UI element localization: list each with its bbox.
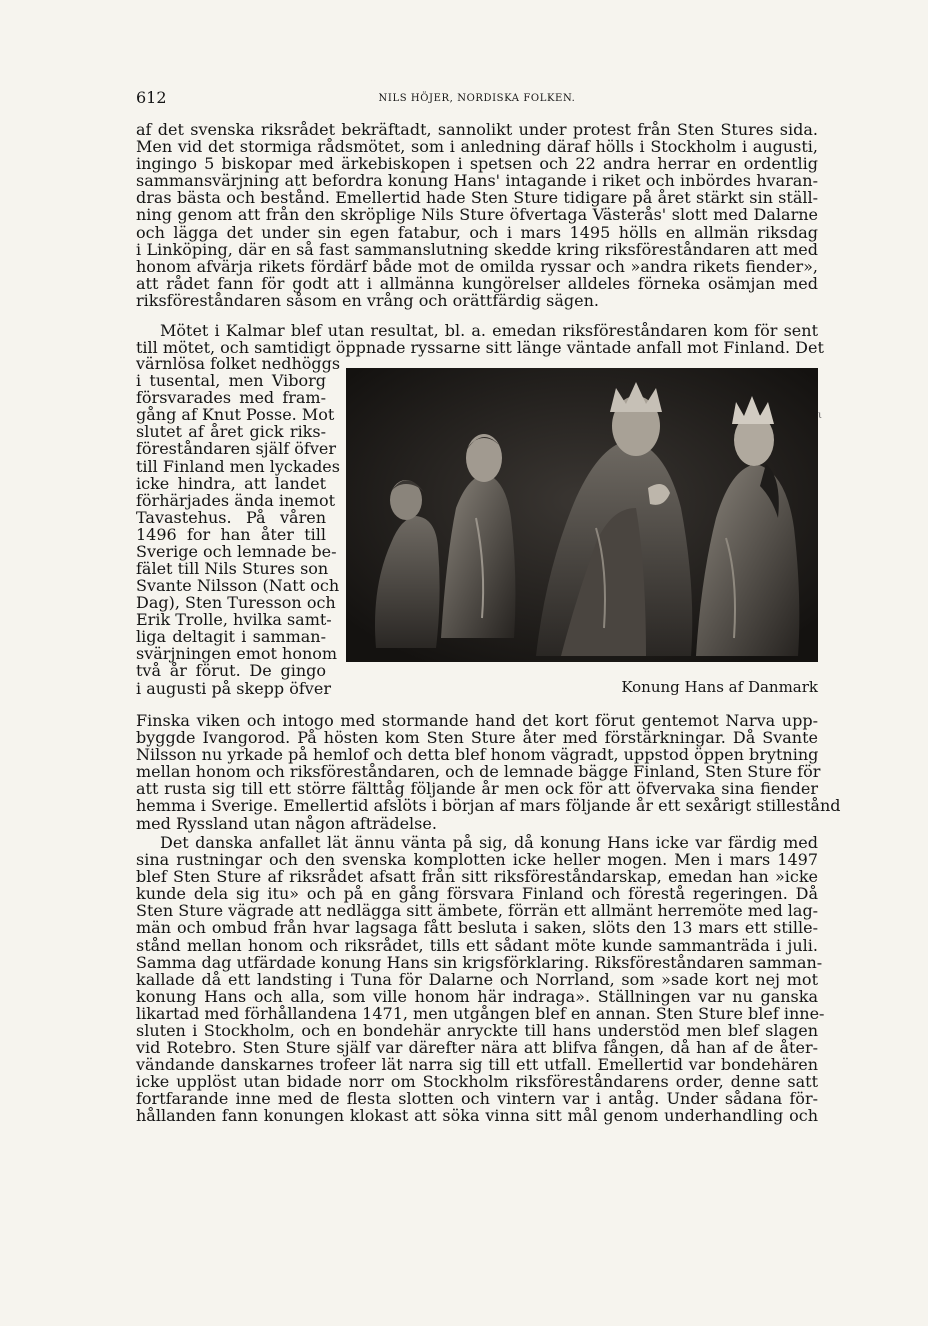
text-line: Mötet i Kalmar blef utan resultat, bl. a. emedan riksföreståndaren kom för sent xyxy=(160,321,818,340)
text-line: dras bästa och bestånd. Emellertid hade Sten Sture tidigare på året stärkt sin ställ- xyxy=(136,188,818,208)
text-line: likartad med förhållandena 1471, men utgången blef en annan. Sten Sture blef inne- xyxy=(136,1003,825,1023)
text-line: med Ryssland utan någon afträdelse. xyxy=(136,813,437,833)
text-line: slutet af året gick riks- xyxy=(136,422,326,442)
margin-mark: ι xyxy=(818,410,822,421)
text-line: i augusti på skepp öfver xyxy=(136,678,331,698)
text-line: försvarades med fram- xyxy=(136,388,326,408)
text-line: till mötet, och samtidigt öppnade ryssarne sitt länge väntade anfall mot Finland. Det xyxy=(136,338,824,358)
text-line: kunde dela sig itu» och på en gång försvara Finland och förestå regeringen. Då xyxy=(136,884,818,904)
text-line: Erik Trolle, hvilka samt- xyxy=(136,610,332,630)
text-line: i Linköping, där en så fast sammanslutning skedde kring riksföreståndaren att med xyxy=(136,239,818,259)
text-line: förhärjades ända inemot xyxy=(136,490,336,510)
text-line: blef Sten Sture af riksrådet afsatt från sitt riksföreståndarskap, emedan han »icke xyxy=(136,867,818,887)
text-line: och lägga det under sin egen fatabur, och i mars 1495 hölls en allmän riksdag xyxy=(136,222,818,242)
sculpture-photograph xyxy=(346,368,818,662)
text-line: i tusental, men Viborg xyxy=(136,371,326,391)
text-line: honom afvärja rikets fördärf både mot de omilda ryssar och »andra rikets fiender», xyxy=(136,256,818,276)
page-header xyxy=(136,88,818,108)
text-line: fälet till Nils Stures son xyxy=(136,559,329,578)
text-line: Det danska anfallet lät ännu vänta på sig, då konung Hans icke var färdig med xyxy=(160,833,818,852)
text-line: sammansvärjning att befordra konung Hans' intagande i riket och inbördes hvaran- xyxy=(136,171,818,191)
text-line: vändande danskarnes trofeer lät narra sig till ett utfall. Emellertid var bondehären xyxy=(136,1055,818,1074)
text-line: mellan honom och riksföreståndaren, och de lemnade bägge Finland, Sten Sture för xyxy=(136,762,821,782)
text-line: konung Hans och alla, som ville honom här indraga». Ställningen var nu ganska xyxy=(136,986,818,1006)
text-line: hemma i Sverige. Emellertid afslöts i början af mars följande år ett sexårigt stillestånd xyxy=(136,796,841,816)
page-number: 612 xyxy=(136,88,167,107)
text-line: svärjningen emot honom xyxy=(136,644,338,664)
text-line: 1496 for han åter till xyxy=(136,524,326,544)
text-line: fortfarande inne med de flesta slotten och vintern var i antåg. Under sådana för- xyxy=(136,1089,818,1109)
illustration-plate xyxy=(346,368,818,662)
text-line: kallade då ett landsting i Tuna för Dalarne och Norrland, som »sade kort nej mot xyxy=(136,969,818,989)
text-line: ingingo 5 biskopar med ärkebiskopen i spetsen och 22 andra herrar en ordentlig xyxy=(136,154,818,174)
text-line: Nilsson nu yrkade på hemlof och detta blef honom vägradt, uppstod öppen brytning xyxy=(136,745,819,765)
text-line: att rusta sig till ett större fälttåg följande år men ock för att öfvervaka sina fiender xyxy=(136,779,818,799)
text-line: föreståndaren själf öfver xyxy=(136,439,336,459)
text-line: två år förut. De gingo xyxy=(136,661,326,681)
text-line: män och ombud från hvar lagsaga fått besluta i saken, slöts den 13 mars ett stille- xyxy=(136,918,818,938)
text-line: Men vid det stormiga rådsmötet, som i anledning däraf hölls i Stockholm i augusti, xyxy=(136,137,818,157)
text-line: sina rustningar och den svenska komplotten icke heller mogen. Men i mars 1497 xyxy=(136,850,818,870)
text-line: att rådet fann för godt att i allmänna kungörelser alldeles förneka osämjan med xyxy=(136,273,818,293)
text-line: ning genom att från den skröplige Nils Sture öfvertaga Västerås' slott med Dalarne xyxy=(136,205,818,225)
text-line: icke upplöst utan bidade norr om Stockholm riksföreståndarens order, denne satt xyxy=(136,1072,818,1092)
text-line: stånd mellan honom och riksrådet, tills ett sådant möte kunde sammanträda i juli. xyxy=(136,935,818,955)
text-line: gång af Knut Posse. Mot xyxy=(136,405,335,425)
text-line: till Finland men lyckades xyxy=(136,456,340,476)
text-line: värnlösa folket nedhöggs xyxy=(136,354,341,373)
text-line: Finska viken och intogo med stormande hand det kort förut gentemot Narva upp- xyxy=(136,711,818,730)
running-title: NILS HÖJER, NORDISKA FOLKEN. xyxy=(378,93,576,104)
text-line: liga deltagit i samman- xyxy=(136,627,326,647)
text-line: riksföreståndaren såsom en vrång och orättfärdig sägen. xyxy=(136,290,599,310)
text-line: vid Rotebro. Sten Sture själf var därefter nära att blifva fången, då han af de åter- xyxy=(136,1038,818,1057)
text-line: sluten i Stockholm, och en bondehär anryckte till hans understöd men blef slagen xyxy=(136,1020,818,1040)
text-line: hållanden fann konungen klokast att söka vinna sitt mål genom underhandling och xyxy=(136,1106,818,1126)
text-line: af det svenska riksrådet bekräftadt, sannolikt under protest från Sten Stures sida. xyxy=(136,120,818,139)
text-line: Dag), Sten Turesson och xyxy=(136,593,336,613)
text-line: Svante Nilsson (Natt och xyxy=(136,576,340,595)
figure-caption: Konung Hans af Danmark xyxy=(621,678,818,696)
text-line: byggde Ivangorod. På hösten kom Sten Sture åter med förstärkningar. Då Svante xyxy=(136,728,818,748)
text-line: Tavastehus. På våren xyxy=(136,507,326,527)
text-line: Sten Sture vägrade att nedlägga sitt ämbete, förrän ett allmänt herremöte med lag- xyxy=(136,901,819,921)
text-line: Samma dag utfärdade konung Hans sin krigsförklaring. Riksföreståndaren samman- xyxy=(136,952,823,972)
text-line: Sverige och lemnade be- xyxy=(136,541,337,561)
text-line: icke hindra, att landet xyxy=(136,473,326,493)
